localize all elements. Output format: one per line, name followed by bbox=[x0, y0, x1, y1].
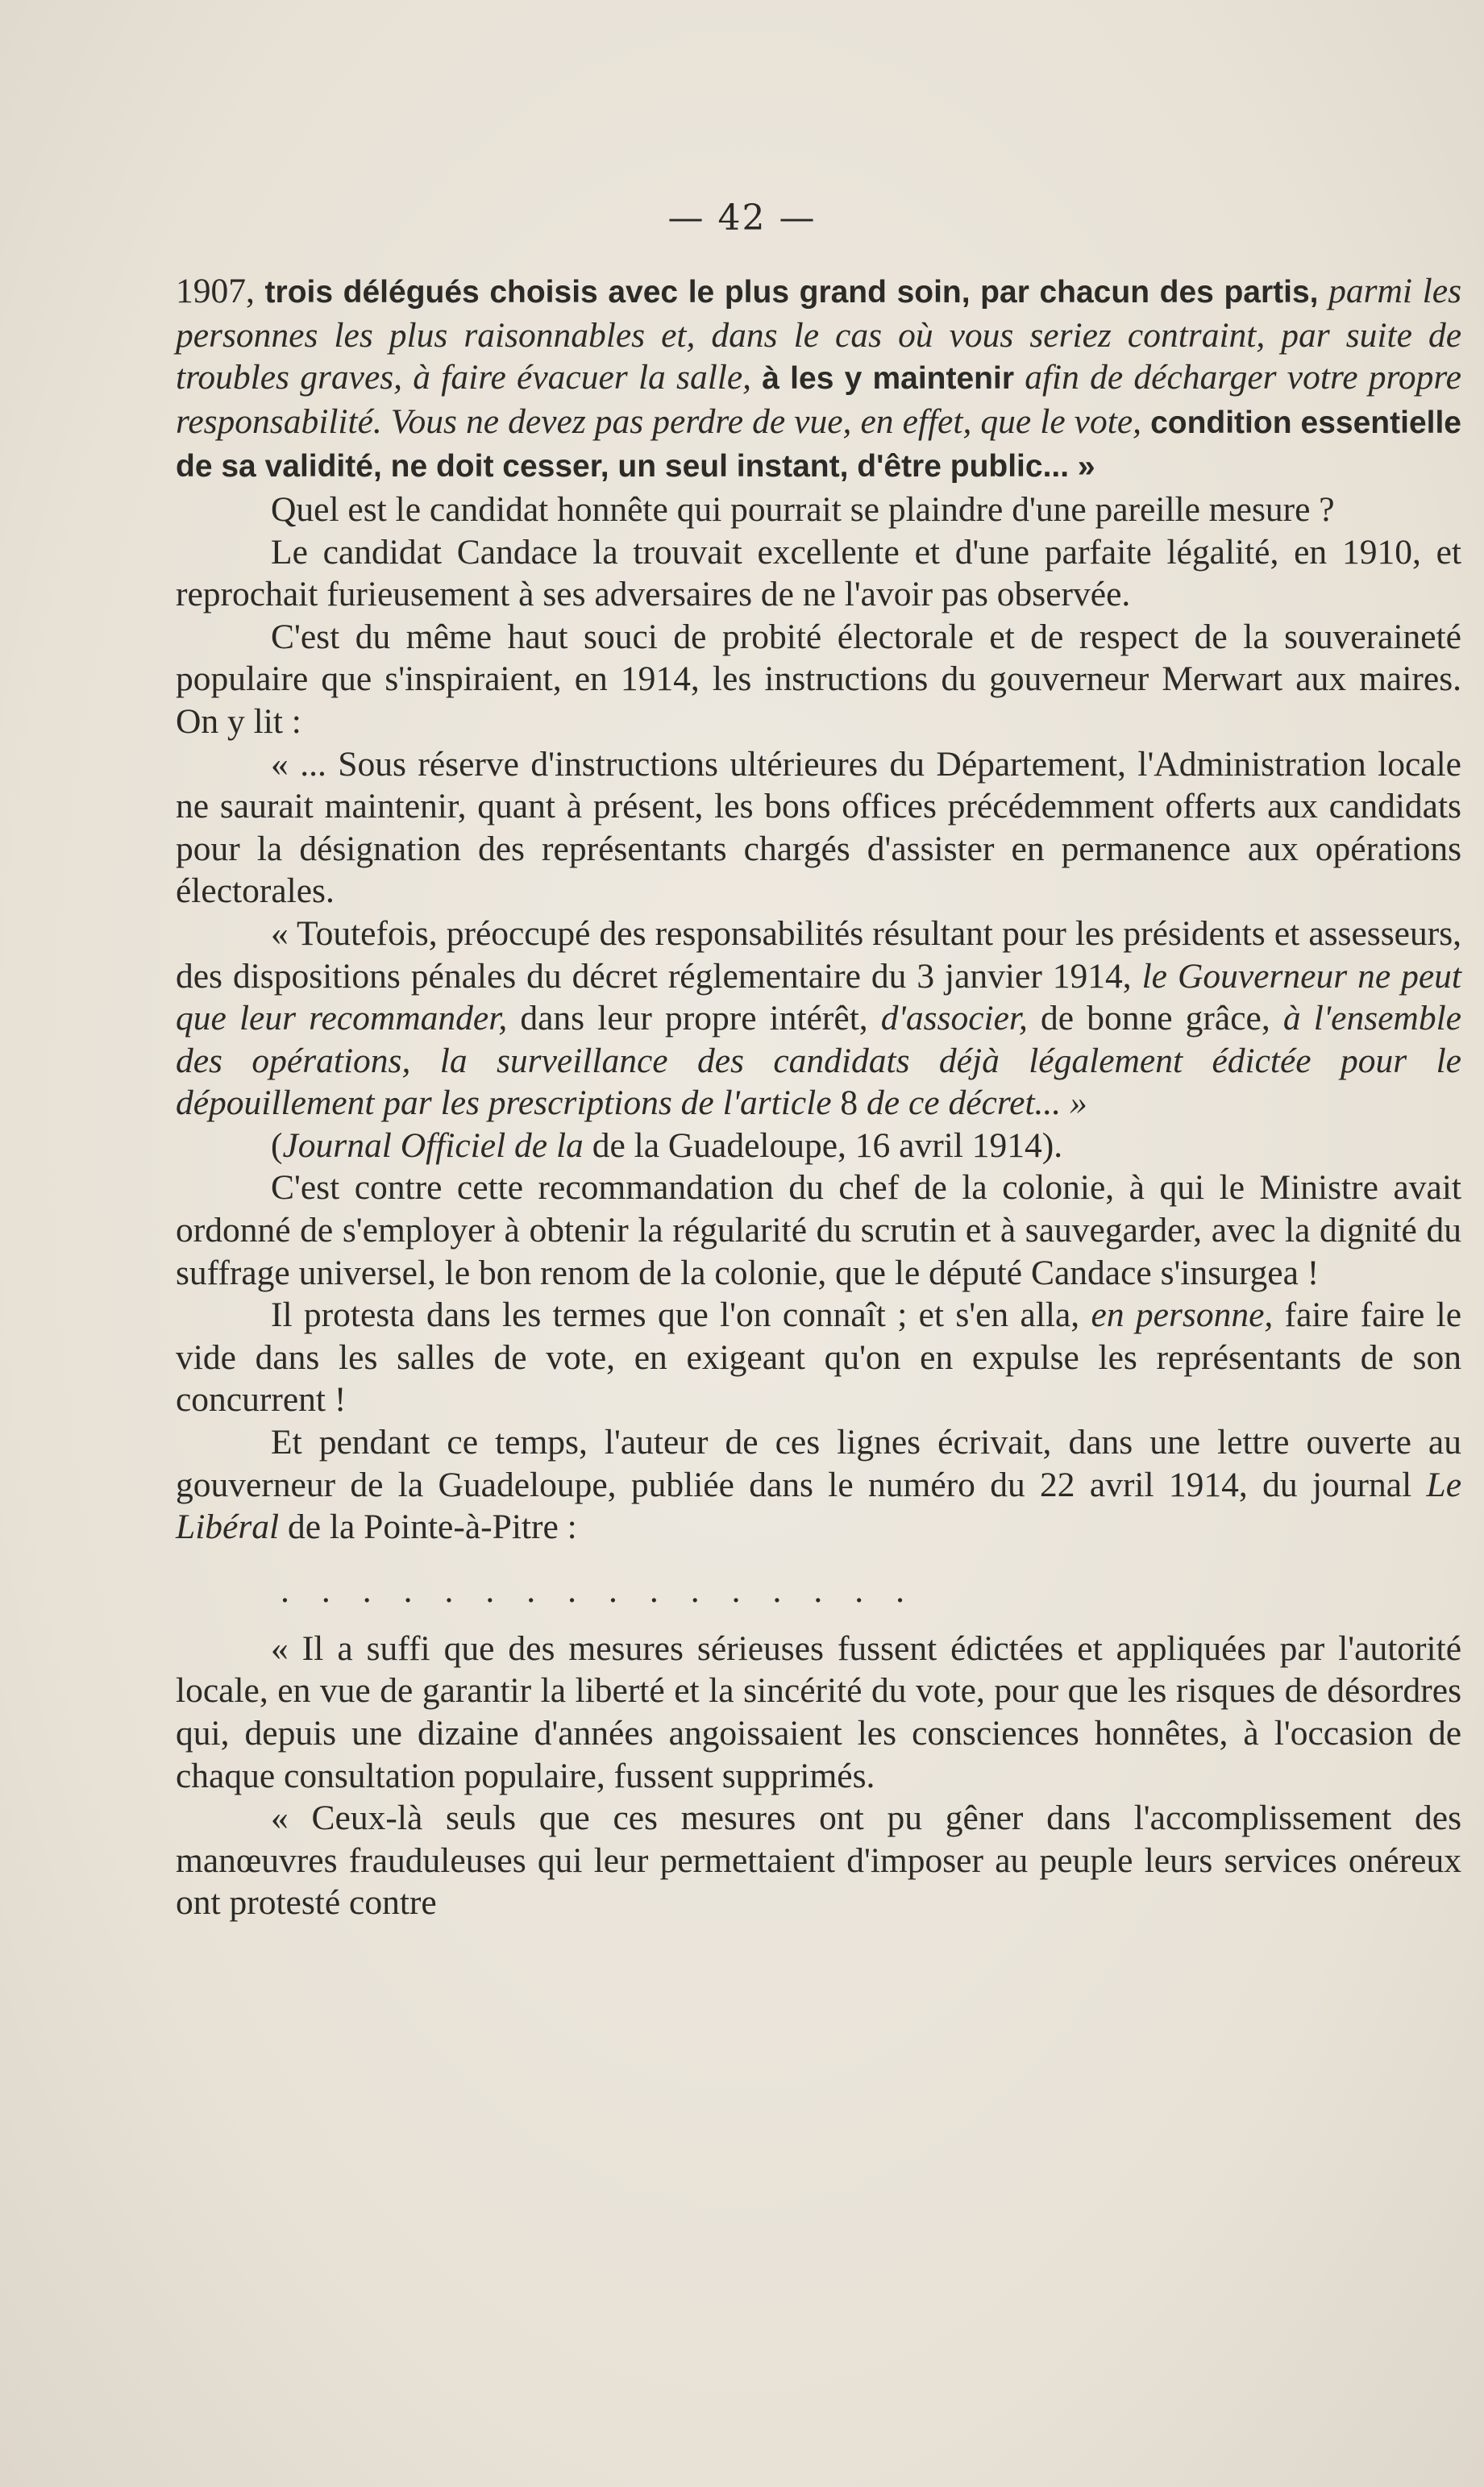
text-segment: de ce décret... » bbox=[867, 1083, 1087, 1123]
text-segment: trois délégués choisis avec le plus grand soin, par chacun des partis, bbox=[264, 275, 1329, 310]
text-segment: 1907, bbox=[176, 272, 265, 310]
paragraph bbox=[176, 743, 1461, 913]
text-segment: à les y maintenir bbox=[762, 361, 1025, 397]
text-segment: « ... Sous réserve d'instructions ultérieures du Département, l'Administration locale ne saurait maintenir, quant à présent, les bons offices précédemment offerts aux candidats pour la désignation des représentants chargés d'assister en permanence aux opérations électorales. bbox=[176, 744, 1461, 911]
page-number: — 42 — bbox=[667, 198, 817, 239]
paragraph bbox=[176, 913, 1461, 1125]
body-text bbox=[176, 270, 1461, 1924]
text-segment: parmi les personnes les plus raisonnables et, dans le cas où vous seriez contraint, par suite de troubles graves, à faire évacuer la salle, bbox=[176, 272, 1461, 397]
paragraph-continuation bbox=[176, 270, 1461, 489]
text-segment: dans leur propre intérêt, bbox=[507, 999, 881, 1038]
text-segment: Le Libéral bbox=[176, 1465, 1461, 1547]
text-segment: ................ bbox=[281, 1570, 937, 1610]
text-segment: « Il a suffi que des mesures sérieuses fussent édictées et appliquées par l'autorité locale, en vue de garantir la liberté et la sincérité du vote, pour que les risques de désordres qui, depuis une dizaine d'années angoissaient les consciences honnêtes, à l'occasion de chaque consultation populaire, fussent supprimés. bbox=[176, 1628, 1461, 1795]
paragraph bbox=[176, 1125, 1461, 1167]
text-segment: le Gouverneur ne peut que leur recommander, bbox=[176, 956, 1461, 1038]
text-segment: condition essentielle de sa validité, ne doit cesser, un seul instant, d'être public... » bbox=[176, 405, 1461, 485]
text-segment: Journal Officiel de la bbox=[282, 1125, 584, 1165]
text-segment: d'associer, bbox=[880, 999, 1028, 1038]
paragraph bbox=[176, 1294, 1461, 1421]
text-segment: de la Pointe-à-Pitre : bbox=[279, 1508, 577, 1547]
text-segment: ( bbox=[271, 1125, 283, 1165]
paragraph bbox=[176, 1421, 1461, 1549]
text-segment: Il protesta dans les termes que l'on connaît ; et s'en alla, bbox=[271, 1295, 1091, 1335]
text-segment: de bonne grâce, bbox=[1027, 999, 1283, 1038]
text-segment: 8 bbox=[840, 1083, 867, 1123]
text-segment: en personne, bbox=[1091, 1295, 1274, 1335]
text-segment: de la Guadeloupe, 16 avril 1914). bbox=[583, 1125, 1063, 1165]
text-segment: C'est contre cette recommandation du chef de la colonie, à qui le Ministre avait ordonné de s'employer à obtenir la régularité du scrutin et à sauvegarder, avec la dignité du suffrage universel, le bon renom de la colonie, que le député Candace s'insurgea ! bbox=[176, 1168, 1461, 1292]
text-segment: à l'ensemble des opérations, la surveillance des candidats déjà légalement édictée pour le dépouillement par les prescriptions de l'article bbox=[176, 999, 1461, 1123]
text-segment: « Ceux-là seuls que ces mesures ont pu gêner dans l'accomplissement des manœuvres frauduleuses qui leur permettaient d'imposer au peuple leurs services onéreux ont protesté contre bbox=[176, 1799, 1461, 1923]
paragraph bbox=[176, 531, 1461, 616]
text-segment: Quel est le candidat honnête qui pourrait se plaindre d'une pareille mesure ? bbox=[271, 489, 1335, 529]
paragraph bbox=[176, 616, 1461, 743]
text-segment: « Toutefois, préoccupé des responsabilités résultant pour les présidents et assesseurs, des dispositions pénales du décret réglementaire du 3 janvier 1914, bbox=[176, 913, 1461, 996]
paragraph bbox=[176, 1628, 1461, 1797]
paragraph bbox=[176, 489, 1461, 531]
ellipsis-separator bbox=[176, 1570, 1461, 1612]
text-segment: Et pendant ce temps, l'auteur de ces lignes écrivait, dans une lettre ouverte au gouverneur de la Guadeloupe, publiée dans le numéro du 22 avril 1914, du journal bbox=[176, 1423, 1461, 1504]
text-segment: Le candidat Candace la trouvait excellente et d'une parfaite légalité, en 1910, et reprochait furieusement à ses adversaires de ne l'avoir pas observée. bbox=[176, 532, 1461, 614]
text-segment: C'est du même haut souci de probité électorale et de respect de la souveraineté populaire que s'inspiraient, en 1914, les instructions du gouverneur Merwart aux maires. On y lit : bbox=[176, 617, 1461, 741]
text-segment: afin de décharger votre propre responsabilité. Vous ne devez pas perdre de vue, en effet, que le vote, bbox=[176, 358, 1461, 441]
text-segment: faire faire le vide dans les salles de vote, en exigeant qu'on en expulse les représentants de son concurrent ! bbox=[176, 1295, 1462, 1420]
paragraph bbox=[176, 1167, 1461, 1294]
paragraph bbox=[176, 1797, 1461, 1924]
